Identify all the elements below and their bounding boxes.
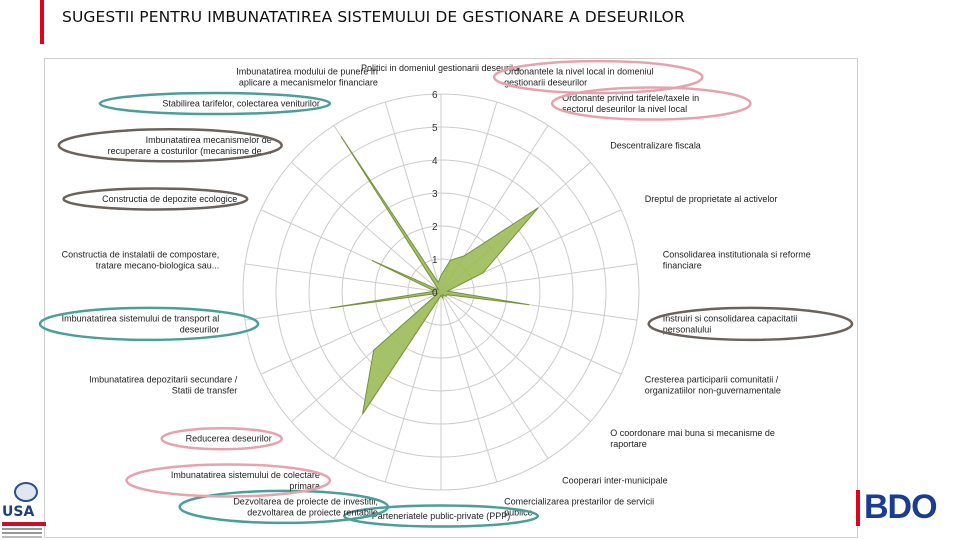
category-label	[610, 140, 701, 150]
category-label-line: Instruiri si consolidarea capacitatii	[662, 313, 798, 324]
category-label	[663, 250, 811, 271]
grid-spoke	[291, 162, 441, 292]
bdo-logo-bar	[856, 490, 860, 526]
category-label-line: Imbunatatirea mecanismelor de	[145, 134, 272, 145]
category-label-line: Stabilirea tarifelor, colectarea veniturilor	[162, 98, 320, 109]
tick-label: 1	[432, 255, 438, 266]
category-label	[610, 428, 775, 449]
category-label-line: Constructia de instalatii de compostare,	[61, 249, 220, 260]
category-label	[62, 313, 220, 334]
category-label-line: Imbunatatirea sistemului de colectare	[170, 469, 320, 480]
category-label-line: recuperare a costurilor (mecanisme de ...	[107, 145, 272, 156]
category-label-line: dezvoltarea de proiecte rentabile	[247, 507, 378, 518]
category-label-line: O coordonare mai buna si mecanisme de	[610, 428, 775, 439]
usaid-logo-tagline	[2, 528, 42, 530]
category-label-line: Cooperari inter-municipale	[562, 475, 668, 486]
category-label	[645, 375, 781, 396]
category-label	[108, 135, 272, 156]
category-label-line: sectorul deseurilor la nivel local	[562, 104, 688, 115]
category-label-line: financiare	[662, 260, 702, 271]
category-label-line: Reducerea deseurilor	[185, 433, 272, 444]
category-label	[562, 93, 699, 114]
tick-label: 0	[432, 288, 438, 299]
grid-spoke	[441, 292, 497, 482]
category-label-line: Constructia de depozite ecologice	[102, 193, 238, 204]
category-label-line: raportare	[610, 439, 647, 450]
category-label-line: Dezvoltarea de proiecte de investitii;	[233, 496, 378, 507]
category-label	[162, 99, 320, 109]
category-label-line: Dreptul de proprietate al activelor	[644, 193, 778, 204]
category-label-line: organizatiilor non-guvernamentale	[644, 385, 781, 396]
seal-icon	[14, 482, 38, 502]
category-label-line: personalului	[662, 324, 712, 335]
category-label	[171, 470, 320, 491]
category-label	[504, 67, 654, 88]
usaid-logo-text: USA	[2, 504, 35, 520]
category-label	[233, 496, 378, 517]
usaid-logo	[0, 478, 46, 540]
tick-label: 2	[432, 222, 438, 233]
category-label-line: Parteneriatele public-private (PPP)	[371, 511, 511, 521]
category-label-line: Descentralizare fiscala	[610, 140, 701, 151]
category-label-line: Imbunatatirea depozitarii secundare /	[89, 374, 238, 385]
category-label-line: Statii de transfer	[171, 385, 238, 396]
category-label-line: deseurilor	[179, 324, 220, 335]
tick-label: 3	[432, 189, 438, 200]
page-title: SUGESTII PENTRU IMBUNATATIREA SISTEMULUI DE GESTIONARE A DESEURILOR	[62, 8, 685, 26]
category-label-line: Ordonantele la nivel local in domeniul	[504, 66, 654, 77]
category-label-line: Consolidarea institutionala si reforme	[662, 249, 811, 260]
category-label	[645, 194, 778, 204]
grid-spoke	[441, 292, 591, 422]
category-label	[562, 475, 668, 485]
category-label	[89, 375, 238, 396]
category-label-line: Cresterea participarii comunitatii /	[644, 374, 779, 385]
tick-label: 4	[432, 156, 438, 167]
bdo-logo-text: BDO	[864, 488, 937, 526]
tick-label: 6	[432, 90, 438, 101]
usaid-logo-stripe	[2, 522, 46, 526]
tick-label: 5	[432, 123, 438, 134]
category-label	[186, 434, 272, 444]
category-label-line: aplicare a mecanismelor financiare	[238, 77, 378, 88]
category-label	[62, 250, 220, 271]
category-label	[663, 313, 798, 334]
category-label	[372, 511, 511, 521]
category-label	[504, 496, 654, 517]
category-label-line: primara	[289, 480, 320, 491]
category-label	[102, 194, 237, 204]
category-label-line: Imbunatatirea sistemului de transport al	[61, 313, 220, 324]
category-label-line: gestionarii deseurilor	[504, 77, 588, 88]
category-label-line: publice	[504, 507, 533, 518]
category-label-line: Ordonante privind tarifele/taxele in	[562, 93, 700, 104]
category-label-line: Politici in domeniul gestionarii deseurilor	[360, 63, 522, 73]
category-label	[236, 67, 378, 88]
category-label-line: Imbunatatirea modului de punere in	[236, 66, 378, 77]
category-label-line: Comercializarea prestarilor de servicii	[504, 496, 655, 507]
category-label-line: tratare mecano-biologica sau...	[95, 260, 220, 271]
category-label	[361, 63, 521, 73]
